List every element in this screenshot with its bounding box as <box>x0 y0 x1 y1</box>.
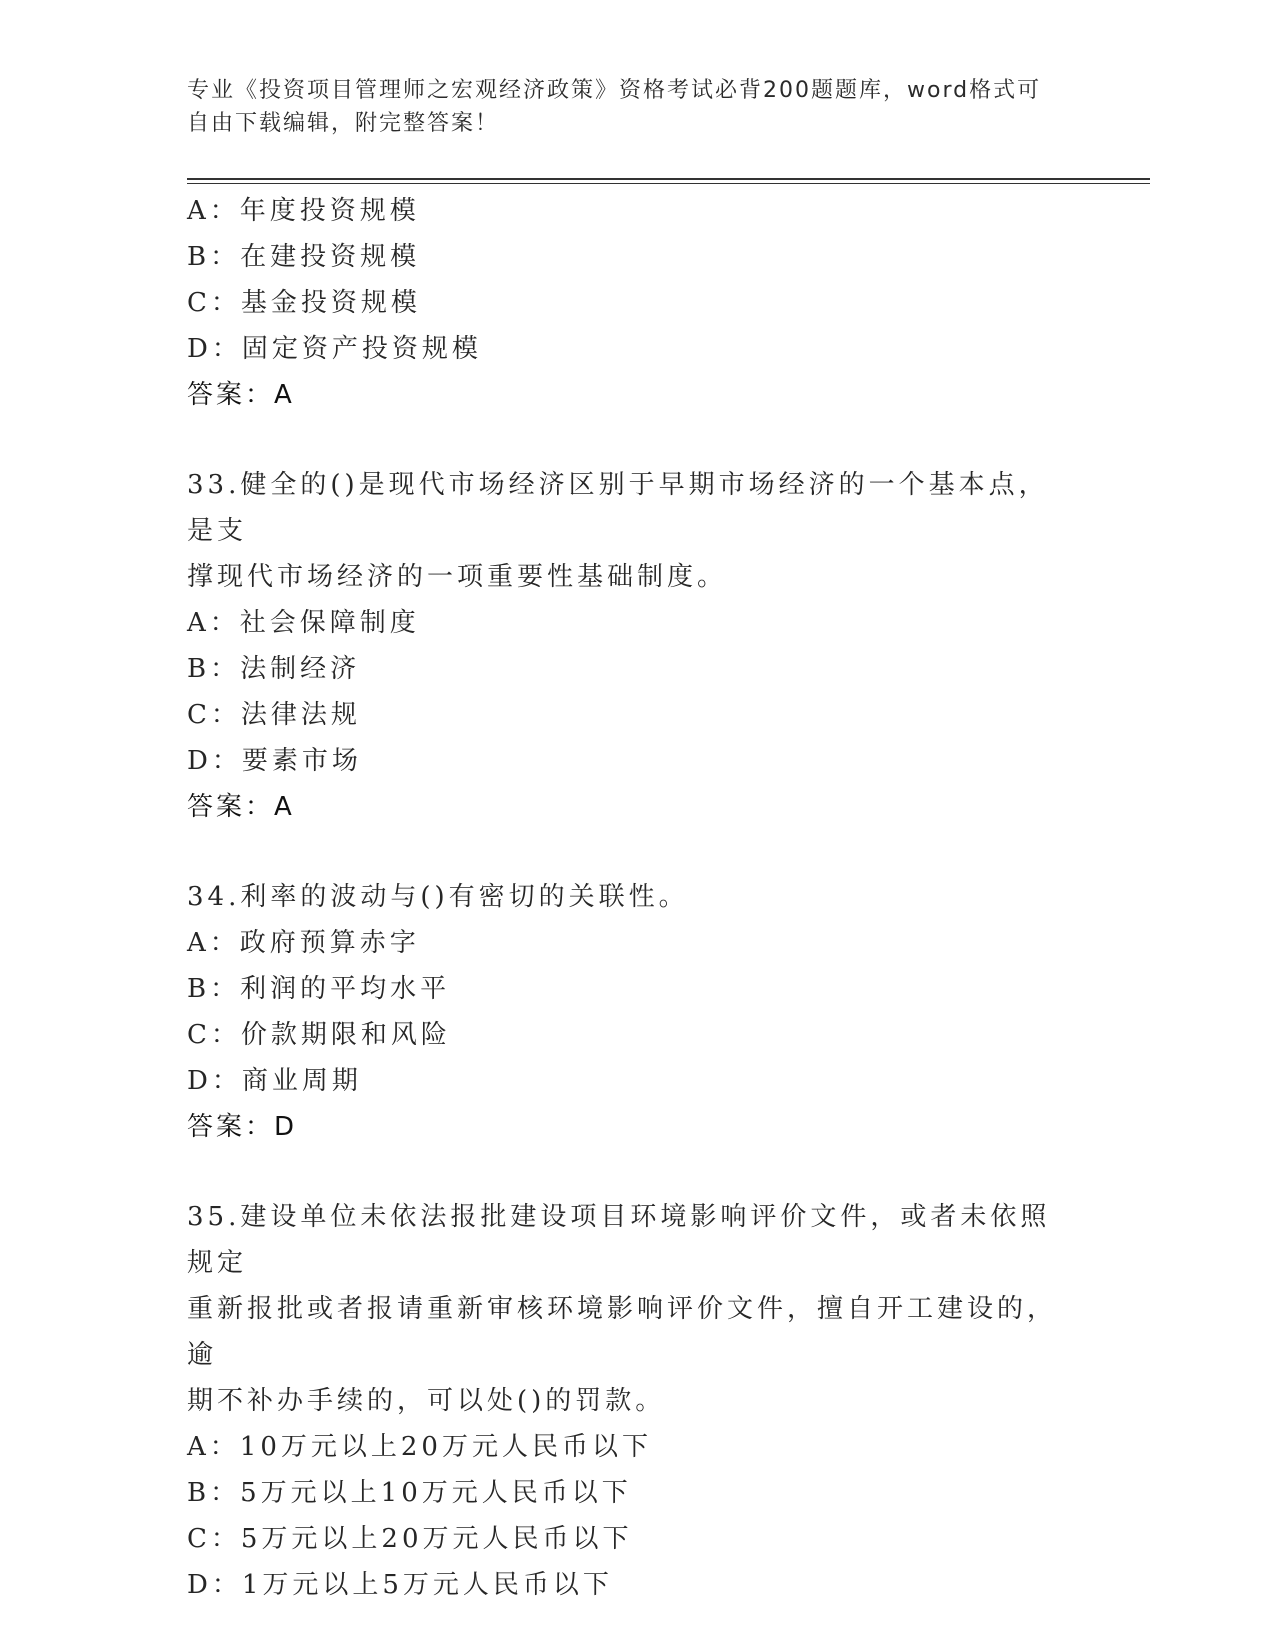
option-d: D：商业周期 <box>187 1066 362 1096</box>
option-d: D：1万元以上5万元人民币以下 <box>187 1570 613 1600</box>
option-b: B：5万元以上10万元人民币以下 <box>187 1478 632 1508</box>
question-stem-line: 33.健全的()是现代市场经济区别于早期市场经济的一个基本点，是支 <box>187 470 1049 546</box>
option-c: C：法律法规 <box>187 700 361 730</box>
header-line-2: 自由下载编辑，附完整答案！ <box>187 111 500 136</box>
option-a: A：社会保障制度 <box>187 608 420 638</box>
spacer <box>187 418 1087 462</box>
option-b: B：法制经济 <box>187 654 361 684</box>
spacer <box>187 1150 1087 1194</box>
option-b: B：利润的平均水平 <box>187 974 451 1004</box>
option-d: D：要素市场 <box>187 746 362 776</box>
question-stem <box>187 462 1067 600</box>
question-stem-line: 34.利率的波动与()有密切的关联性。 <box>187 882 689 912</box>
question-stem-line: 期不补办手续的，可以处()的罚款。 <box>187 1386 666 1416</box>
option-c: C：价款期限和风险 <box>187 1020 451 1050</box>
option-a: A：政府预算赤字 <box>187 928 420 958</box>
question-stem-line: 撑现代市场经济的一项重要性基础制度。 <box>187 562 728 592</box>
option-a: A：10万元以上20万元人民币以下 <box>187 1432 652 1462</box>
answer-line: 答案：D <box>187 1112 298 1142</box>
question-block-35 <box>187 1194 1087 1608</box>
option-a: A：年度投资规模 <box>187 196 420 226</box>
question-stem-line: 35.建设单位未依法报批建设项目环境影响评价文件，或者未依照规定 <box>187 1202 1051 1278</box>
question-block-34 <box>187 874 1087 1150</box>
question-list <box>187 188 1087 1608</box>
header-line-1: 专业《投资项目管理师之宏观经济政策》资格考试必背200题题库，word格式可 <box>187 78 1042 103</box>
option-c: C：5万元以上20万元人民币以下 <box>187 1524 633 1554</box>
question-stem <box>187 874 1067 920</box>
question-stem <box>187 1194 1067 1424</box>
answer-line: 答案：A <box>187 380 295 410</box>
answer-line: 答案：A <box>187 792 295 822</box>
question-stem-line: 重新报批或者报请重新审核环境影响评价文件，擅自开工建设的，逾 <box>187 1294 1058 1370</box>
option-c: C：基金投资规模 <box>187 288 421 318</box>
header-divider-thick <box>187 178 1150 180</box>
question-block-32 <box>187 188 1087 418</box>
option-b: B：在建投资规模 <box>187 242 421 272</box>
question-block-33 <box>187 462 1087 830</box>
document-header <box>187 74 1067 140</box>
header-divider-thin <box>187 183 1150 184</box>
spacer <box>187 830 1087 874</box>
option-d: D：固定资产投资规模 <box>187 334 482 364</box>
